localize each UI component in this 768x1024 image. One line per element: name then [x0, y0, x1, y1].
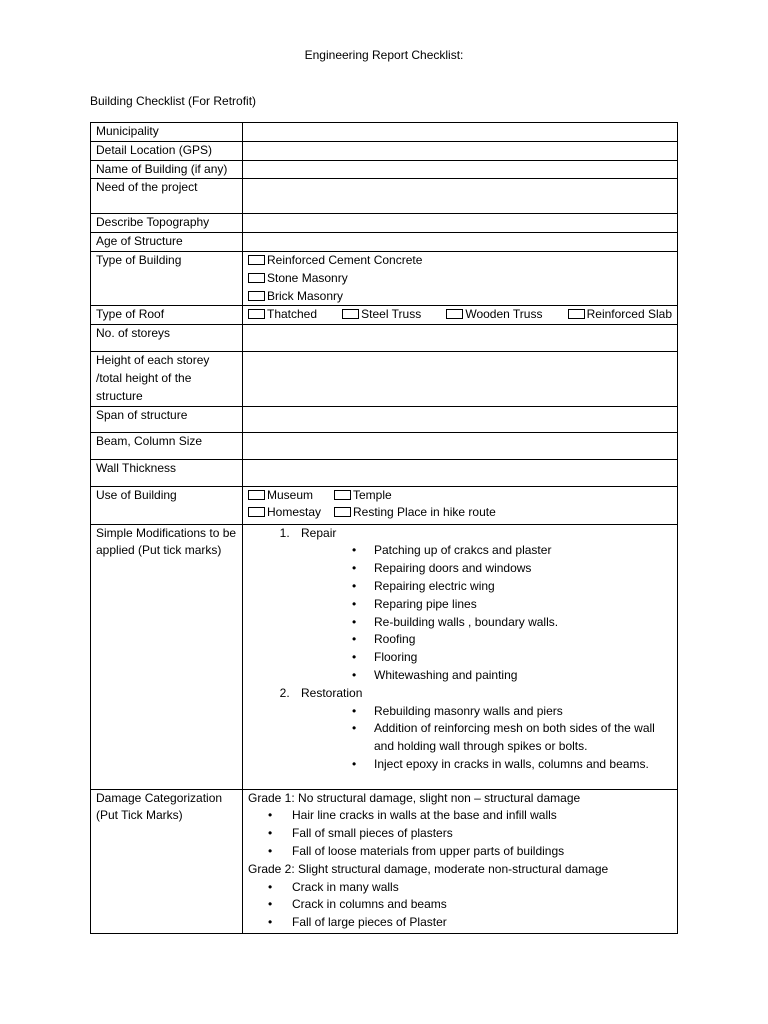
roof-option	[568, 306, 672, 324]
modifications-cell	[243, 524, 678, 789]
grade1-title: Grade 1: No structural damage, slight non – structural damage	[248, 790, 581, 805]
damage-cell	[243, 789, 678, 933]
list-item[interactable]: • Patching up of crakcs and plaster	[352, 542, 672, 560]
checkbox[interactable]	[446, 309, 463, 319]
restoration-title: Restoration	[301, 685, 363, 700]
row-label: Need of the project	[91, 179, 243, 214]
option-label: Stone Masonry	[267, 270, 348, 285]
span-value-cell[interactable]	[243, 406, 678, 432]
repair-section	[293, 525, 672, 685]
checklist-table	[90, 122, 678, 934]
row-label: Simple Modifications to be applied (Put tick marks)	[91, 524, 243, 789]
row-topography	[91, 214, 678, 233]
option-label: Homestay	[267, 505, 322, 520]
checkbox[interactable]	[568, 309, 585, 319]
list-item[interactable]: • Fall of small pieces of plasters	[268, 825, 672, 843]
municipality-value-cell[interactable]	[243, 123, 678, 142]
row-wall-thickness	[91, 459, 678, 486]
use-option	[334, 488, 392, 502]
option-label: Temple	[353, 487, 392, 502]
repair-items	[301, 542, 672, 684]
row-label: Describe Topography	[91, 214, 243, 233]
checkbox[interactable]	[248, 291, 265, 301]
grade1-items	[248, 807, 672, 860]
list-item[interactable]: • Repairing electric wing	[352, 578, 672, 596]
row-span	[91, 406, 678, 432]
restoration-items	[301, 703, 672, 774]
beam-column-value-cell[interactable]	[243, 432, 678, 459]
need-value-cell[interactable]	[243, 179, 678, 214]
repair-title: Repair	[301, 525, 337, 540]
checkbox[interactable]	[248, 507, 265, 517]
checkbox[interactable]	[248, 309, 265, 319]
use-option	[248, 487, 334, 505]
list-item[interactable]: • Fall of large pieces of Plaster	[268, 914, 672, 932]
list-item[interactable]: • Crack in many walls	[268, 879, 672, 897]
row-age	[91, 233, 678, 252]
checkbox[interactable]	[334, 507, 351, 517]
age-value-cell[interactable]	[243, 233, 678, 252]
building-type-option	[248, 270, 672, 288]
height-value-cell[interactable]	[243, 352, 678, 406]
grade2-title: Grade 2: Slight structural damage, moderate non-structural damage	[248, 861, 609, 876]
use-options-line	[248, 487, 672, 505]
row-modifications	[91, 524, 678, 789]
row-label: Height of each storey /total height of the structure	[91, 352, 243, 406]
list-item[interactable]: • Inject epoxy in cracks in walls, columns and beams.	[352, 756, 672, 774]
roof-option	[248, 306, 317, 324]
storeys-value-cell[interactable]	[243, 325, 678, 352]
list-item[interactable]: • Repairing doors and windows	[352, 560, 672, 578]
restoration-section	[293, 685, 672, 774]
row-label: Use of Building	[91, 486, 243, 524]
list-item[interactable]: • Rebuilding masonry walls and piers	[352, 703, 672, 721]
row-beam-column	[91, 432, 678, 459]
option-label: Thatched	[267, 307, 318, 322]
row-label: Municipality	[91, 123, 243, 142]
list-item[interactable]: • Whitewashing and painting	[352, 667, 672, 685]
roof-option	[446, 306, 542, 324]
document-title: Engineering Report Checklist:	[304, 48, 464, 62]
option-label: Wooden Truss	[465, 307, 543, 322]
row-label: Age of Structure	[91, 233, 243, 252]
row-label: Beam, Column Size	[91, 432, 243, 459]
list-item[interactable]: • Re-building walls , boundary walls.	[352, 614, 672, 632]
grade2-items	[248, 879, 672, 932]
row-roof-type	[91, 306, 678, 325]
row-label: Type of Roof	[91, 306, 243, 325]
use-options-line	[248, 504, 672, 522]
option-label: Museum	[267, 487, 314, 502]
roof-option	[342, 306, 421, 324]
use-options	[243, 486, 678, 524]
use-option	[248, 504, 334, 522]
checkbox[interactable]	[334, 490, 351, 500]
row-building-name	[91, 160, 678, 179]
option-label: Resting Place in hike route	[353, 505, 496, 520]
building-name-value-cell[interactable]	[243, 160, 678, 179]
row-label: Span of structure	[91, 406, 243, 432]
row-storeys	[91, 325, 678, 352]
location-value-cell[interactable]	[243, 141, 678, 160]
list-item[interactable]: • Fall of loose materials from upper parts of buildings	[268, 843, 672, 861]
row-label: Name of Building (if any)	[91, 160, 243, 179]
row-label: Damage Categorization (Put Tick Marks)	[91, 789, 243, 933]
list-item[interactable]: • Roofing	[352, 631, 672, 649]
use-option	[334, 505, 496, 519]
checklist-subtitle: Building Checklist (For Retrofit)	[90, 94, 257, 108]
row-label: Type of Building	[91, 251, 243, 305]
roof-type-options	[243, 306, 678, 325]
roof-options-line	[248, 306, 672, 324]
checkbox[interactable]	[342, 309, 359, 319]
modifications-list	[248, 525, 672, 774]
row-label: Wall Thickness	[91, 459, 243, 486]
row-damage	[91, 789, 678, 933]
list-item[interactable]: • Addition of reinforcing mesh on both sides of the wall and holding wall through spikes or bolts.	[352, 720, 672, 756]
list-item[interactable]: • Hair line cracks in walls at the base and infill walls	[268, 807, 672, 825]
building-type-option	[248, 288, 672, 306]
row-building-type	[91, 251, 678, 305]
checkbox[interactable]	[248, 273, 265, 283]
row-municipality	[91, 123, 678, 142]
list-item[interactable]: • Crack in columns and beams	[268, 896, 672, 914]
wall-thickness-value-cell[interactable]	[243, 459, 678, 486]
row-need	[91, 179, 678, 214]
row-height	[91, 352, 678, 406]
row-label: Detail Location (GPS)	[91, 141, 243, 160]
building-type-option	[248, 252, 672, 270]
option-label: Reinforced Cement Concrete	[267, 252, 423, 267]
checkbox[interactable]	[248, 490, 265, 500]
row-location	[91, 141, 678, 160]
row-use	[91, 486, 678, 524]
option-label: Steel Truss	[361, 307, 422, 322]
option-label: Brick Masonry	[267, 288, 344, 303]
building-type-options	[243, 251, 678, 305]
row-label: No. of storeys	[91, 325, 243, 352]
list-item[interactable]: • Reparing pipe lines	[352, 596, 672, 614]
checkbox[interactable]	[248, 255, 265, 265]
list-item[interactable]: • Flooring	[352, 649, 672, 667]
option-label: Reinforced Slab	[586, 307, 672, 322]
topography-value-cell[interactable]	[243, 214, 678, 233]
